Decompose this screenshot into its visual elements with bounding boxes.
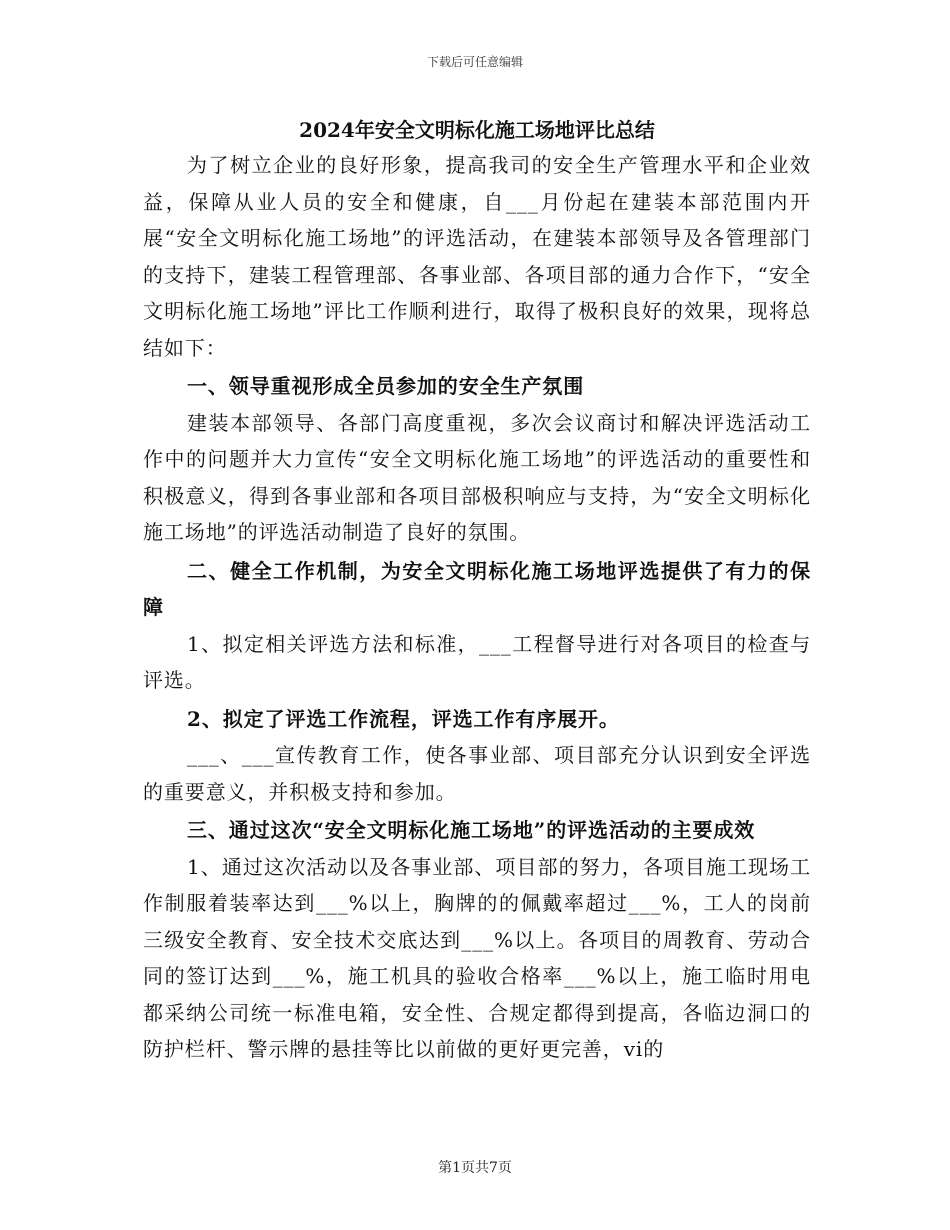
page-footer: 第1页共7页	[438, 1160, 512, 1176]
paragraph-item-1: 1、拟定相关评选方法和标准，___工程督导进行对各项目的检查与评选。	[143, 631, 811, 692]
document-body	[143, 113, 811, 1068]
paragraph-results: 1、通过这次活动以及各事业部、项目部的努力，各项目施工现场工作制服着装率达到___%以上，胸牌的的佩戴率超过___%，工人的岗前三级安全教育、安全技术交底达到___%以上。各项目的周教育、劳动合同的签订达到___%，施工机具的验收合格率___%以上，施工临时用电都采纳公司统一标准电箱，安全性、合规定都得到提高，各临边洞口的防护栏杆、警示牌的悬挂等比以前做的更好更完善，vi的	[143, 854, 811, 1061]
paragraph-section-1: 建装本部领导、各部门高度重视，多次会议商讨和解决评选活动工作中的问题并大力宣传“安全文明标化施工场地”的评选活动的重要性和积极意义，得到各事业部和各项目部极积响应与支持，为“安全文明标化施工场地”的评选活动制造了良好的氛围。	[143, 410, 811, 544]
section-heading-1: 一、领导重视形成全员参加的安全生产氛围	[187, 374, 585, 398]
document-title: 2024年安全文明标化施工场地评比总结	[299, 118, 655, 142]
page-header: 下载后可任意编辑	[426, 55, 523, 69]
paragraph-intro: 为了树立企业的良好形象，提高我司的安全生产管理水平和企业效益，保障从业人员的安全和健康，自___月份起在建装本部范围内开展“安全文明标化施工场地”的评选活动，在建装本部领导及各管理部门的支持下，建装工程管理部、各事业部、各项目部的通力合作下，“安全文明标化施工场地”评比工作顺利进行，取得了极积良好的效果，现将总结如下：	[143, 153, 811, 360]
paragraph-item-2: 2、拟定了评选工作流程，评选工作有序展开。	[187, 706, 620, 731]
section-heading-2: 二、健全工作机制，为安全文明标化施工场地评选提供了有力的保障	[143, 558, 811, 619]
section-heading-3: 三、通过这次“安全文明标化施工场地”的评选活动的主要成效	[187, 818, 756, 842]
paragraph-item-3: ___、___宣传教育工作，使各事业部、项目部充分认识到安全评选的重要意义，并积极支持和参加。	[143, 743, 811, 804]
